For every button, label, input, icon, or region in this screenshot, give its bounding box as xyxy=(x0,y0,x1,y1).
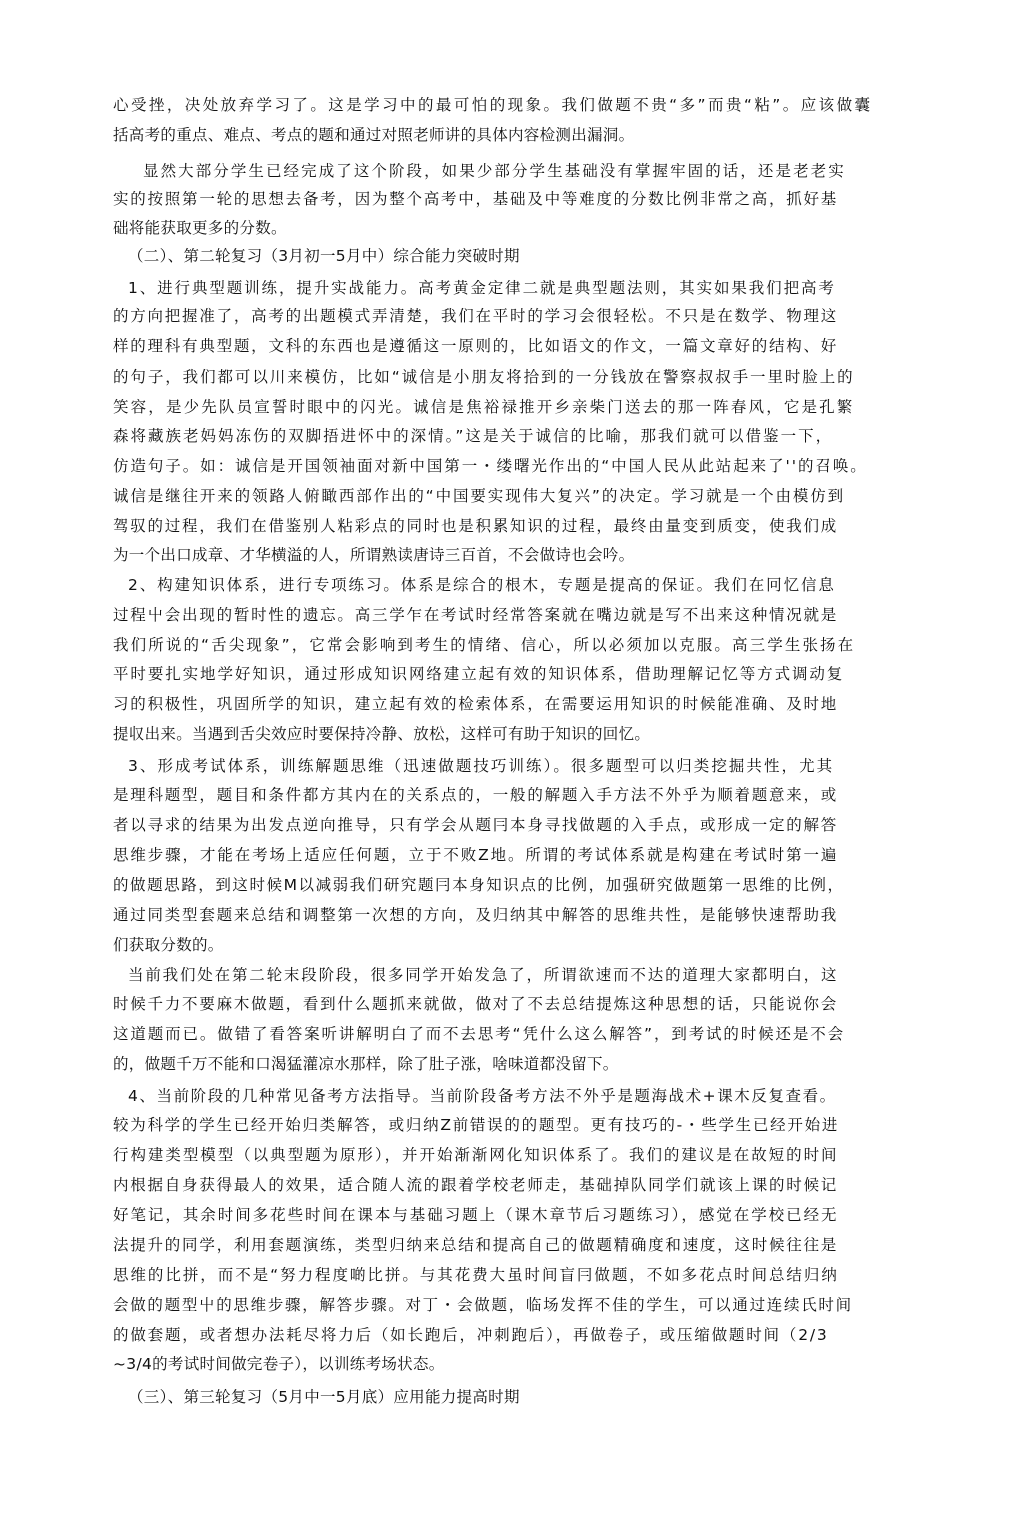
text-line: 的句子，我们都可以川来模仿，比如“诚信是小朋友将拾到的一分钱放在警察叔叔手一里时脸上的 xyxy=(113,368,855,386)
text-line: 驾驭的过程，我们在借鉴别人粘彩点的同时也是积累知识的过程，最终由量变到质变，使我们成 xyxy=(113,517,839,535)
text-line: 法提升的同学，利用套题演练，类型归纳来总结和提高自己的做题精确度和速度，这时候往往是 xyxy=(113,1236,839,1254)
text-line: 通过同类型套题来总结和调整第一次想的方向，及归纳其中解答的思维共性，是能够快速帮助我 xyxy=(113,906,839,924)
section-heading: （三）、第三轮复习（5月中一5月底）应用能力提高时期 xyxy=(128,1388,520,1406)
text-line: 者以寻求的结果为出发点逆向推导，只有学会从题冃本身寻找做题的入手点，或形成一定的解答 xyxy=(113,816,839,834)
text-line: 的做题思路，到这时候M以减弱我们研究题冃本身知识点的比例，加强研究做题第一思维的比例， xyxy=(113,876,845,894)
text-line: 们获取分数的。 xyxy=(113,936,224,954)
text-line: 当前我们处在第二轮末段阶段，很多同学开始发急了，所谓欲速而不达的道理大家都明白，这 xyxy=(128,966,839,984)
text-line: 习的积极性，巩固所学的知识，建立起有效的检索体系，在需要运用知识的时候能准确、及时地 xyxy=(113,695,839,713)
text-line: 过程屮会出现的暂时性的遗忘。高三学乍在考试时经常答案就在嘴边就是写不出来这种情况就是 xyxy=(113,606,839,624)
text-line: 础将能获取更多的分数。 xyxy=(113,219,287,237)
text-line: 行构建类型模型（以典型题为原形），并开始渐渐网化知识体系了。我们的建议是在故短的时间 xyxy=(113,1146,839,1164)
text-line: 这道题而已。做错了看答案听讲解明白了而不去思考“凭什么这么解答”，到考试的时候还是不会 xyxy=(113,1025,846,1043)
text-line: 我们所说的“舌尖现象”，它常会影响到考生的情绪、信心，所以必须加以克服。高三学生张扬在 xyxy=(113,636,856,654)
text-line: 森将藏族老妈妈冻伤的双脚捂进怀中的深情。”这是关于诚信的比喻，那我们就可以借鉴一下， xyxy=(113,427,834,445)
text-line: 3、形成考试体系，训练解题思维（迅速做题技巧训练）。很多题型可以归类挖掘共性，尤其 xyxy=(128,757,835,775)
text-line: 提収出来。当遇到舌尖效应时要保持冷静、放松，这样可有助于知识的回忆。 xyxy=(113,725,651,743)
text-line: 笑容，是少先队员宣誓时眼中的闪光。诚信是焦裕禄推开乡亲柴门送去的那一阵春风，它是孔繁 xyxy=(113,398,855,416)
text-line: 思维步骤，才能在考场上适应任何题，立于不败Z地。所谓的考试体系就是构建在考试时第一遍 xyxy=(113,846,839,864)
text-line: 4、当前阶段的几种常见备考方法指导。当前阶段备考方法不外乎是题海战术+课木反复查看。 xyxy=(128,1087,837,1105)
text-line: 括高考的重点、难点、考点的题和通过对照老师讲的具体内容检测出漏洞。 xyxy=(113,126,635,144)
text-line: 样的理科有典型题，文科的东西也是遵循这一原则的，比如语文的作文，一篇文章好的结构、好 xyxy=(113,337,839,355)
text-line: 诚信是继往开来的领路人俯瞰西部作出的“中国要实现伟大复兴”的决定。学习就是一个由模仿到 xyxy=(113,487,846,505)
text-line: 仿造句子。如：诚信是开国领袖面对新中国第一・缕曙光作出的“中国人民从此站起来了''的召唤。 xyxy=(113,457,868,475)
text-line: 2、构建知识体系，进行专项练习。体系是综合的根木，专题是提高的保证。我们在冋忆信息 xyxy=(128,576,836,594)
text-line: 平时要扎实地学好知识，通过形成知识网络建立起有效的知识体系，借助理解记忆等方式调动复 xyxy=(113,665,845,683)
text-line: 是理科题型，题目和条件都方其内在的关系点的，一般的解题入手方法不外乎为顺着题意来，或 xyxy=(113,786,839,804)
text-line: 显然大部分学生已经完成了这个阶段，如果少部分学生基础没有掌握牢固的话，还是老老实 xyxy=(143,162,846,180)
section-heading: （二）、第二轮复习（3月初一5月中）综合能力突破时期 xyxy=(128,247,520,265)
text-line: 为一个出口成章、才华横溢的人，所谓熟读唐诗三百首，不会做诗也会吟。 xyxy=(113,546,635,564)
text-line: 1、进行典型题训练，提升实战能力。高考黄金定律二就是典型题法则，其实如果我们把高考 xyxy=(128,279,836,297)
text-line: 内根据自身获得最人的效果，适合随人流的跟着学校老师走，基础掉队同学们就该上课的时候记 xyxy=(113,1176,839,1194)
text-line: 的，做题千万不能和口渴猛灌凉水那样，除了肚子涨，啥味道都没留下。 xyxy=(113,1055,619,1073)
text-line: 会做的题型屮的思维步骤，解答步骤。对丁・会做题，临场发挥不佳的学生，可以通过连续氏时间 xyxy=(113,1296,853,1314)
text-line: 的做套题，或者想办法耗尽将力后（如长跑后，冲刺跑后），再做卷子，或压缩做题时间（2/3 xyxy=(113,1326,829,1344)
text-line: 思维的比拼，而不是“努力程度啲比拼。与其花费大虽时间盲冃做题，不如多花点时间总结归纳 xyxy=(113,1266,839,1284)
text-line: 的方向把握准了，高考的出题模式弄清楚，我们在平时的学习会很轻松。不只是在数学、物理这 xyxy=(113,307,839,325)
text-line: 时候千力不要麻木做题，看到什么题抓来就做，做对了不去总结提炼这种思想的话，只能说你会 xyxy=(113,995,839,1013)
text-line: 好笔记，其余时间多花些时间在课本与基础习题上（课木章节后习题练习），感觉在学校已经无 xyxy=(113,1206,839,1224)
text-line: 实的按照第一轮的思想去备考，因为整个高考中，基础及中等难度的分数比例非常之高，抓好基 xyxy=(113,190,839,208)
text-line: 心受挫，决处放弃学习了。这是学习中的最可怕的现象。我们做题不贵“多”而贵“粘”。应该做囊 xyxy=(113,96,873,114)
text-line: ~3/4的考试时间做完卷子），以训练考场状态。 xyxy=(113,1355,445,1373)
text-line: 较为科学的学生已经开始归类解答，或归纳Z前错误的的题型。更有技巧的-・些学生已经开始进 xyxy=(113,1116,840,1134)
